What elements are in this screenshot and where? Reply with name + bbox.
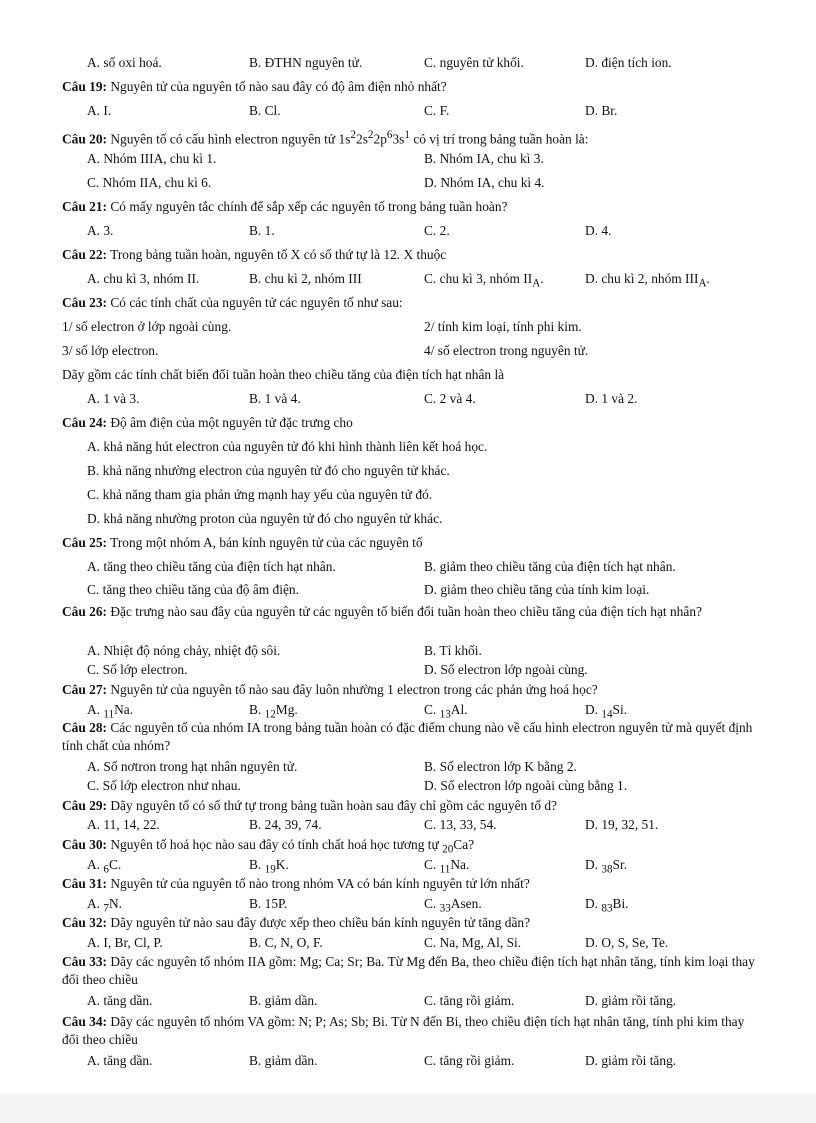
config-part: 3s [392,131,405,147]
question-18-options [0,53,816,73]
question-19 [0,77,816,97]
option-b: B. 24, 39, 74. [249,817,322,832]
question-26 [62,603,757,621]
question-34-options [0,1051,816,1071]
option-letter: D. [585,857,602,872]
question-stem [62,125,588,149]
question-25 [0,533,816,553]
property-3: 3/ số lớp electron. [62,343,159,358]
question-number: Câu 21: [62,199,108,214]
question-text: Dãy các nguyên tố nhóm IIA gồm: Mg; Ca; Sr; Ba. Từ Mg đến Ba, theo chiều điện tích hạt nhân tăng, tính kim loại thay đổi theo chiều [62,954,755,987]
question-29-options [0,815,816,835]
option-c [424,269,544,294]
option-d: D. 4. [585,223,612,238]
question-24-option-d [0,509,816,529]
option-d: D. khả năng nhường proton của nguyên tử đó cho nguyên tử khác. [87,511,443,526]
question-number: Câu 34: [62,1014,108,1029]
element-symbol: Asen. [450,896,482,911]
option-b: B. giảm dần. [249,993,318,1008]
question-number: Câu 20: [62,131,108,147]
question-31 [0,874,816,894]
question-number: Câu 19: [62,79,108,94]
atomic-number: 11 [103,708,115,721]
question-number: Câu 25: [62,535,108,550]
option-a: A. chu kì 3, nhóm II. [87,271,200,286]
question-text: Có mấy nguyên tắc chính để sắp xếp các nguyên tố trong bảng tuần hoàn? [107,199,508,214]
question-28-options-row2 [0,776,816,796]
option-letter: C. [424,857,440,872]
option-d: D. Số electron lớp ngoài cùng. [424,662,588,677]
option-a: A. tăng dần. [87,1053,153,1068]
question-34 [62,1013,757,1049]
atomic-number: 7 [103,902,109,915]
atomic-number: 12 [264,708,276,721]
question-19-options [0,101,816,121]
atomic-number: 33 [439,902,451,915]
question-33-options [0,991,816,1011]
question-31-options [0,894,816,914]
question-stem [62,245,446,265]
subscript: A [698,277,707,290]
question-23-properties-row1 [0,317,816,337]
question-text: Nguyên tử của nguyên tố nào sau đây có độ âm điện nhỏ nhất? [107,79,447,94]
option-d: D. điện tích ion. [585,55,672,70]
question-stem [62,413,353,433]
option-c: C. Nhóm IIA, chu kì 6. [87,175,212,190]
option-a: A. Số nơtron trong hạt nhân nguyên tử. [87,759,298,774]
option-letter: C. [424,896,440,911]
question-21-options [0,221,816,241]
question-28-options-row1 [0,757,816,777]
question-number: Câu 32: [62,915,108,930]
option-c: C. Na, Mg, Al, Si. [424,935,522,950]
atomic-number: 19 [264,863,276,876]
option-letter: A. [87,896,104,911]
question-stem [62,197,508,217]
option-a: A. 1 và 3. [87,391,140,406]
option-a: A. tăng dần. [87,993,153,1008]
option-c: C. 2 và 4. [424,391,476,406]
option-c: C. tăng rồi giảm. [424,1053,515,1068]
question-stem [62,874,530,894]
option-b: B. 1. [249,223,275,238]
option-a: A. Nhiệt độ nóng chảy, nhiệt độ sôi. [87,643,281,658]
option-b: B. 1 và 4. [249,391,301,406]
question-26-options-row2 [0,660,816,680]
option-text: C. chu kì 3, nhóm II [424,271,533,286]
question-text: Dãy nguyên tử nào sau đây được xếp theo chiều bán kính nguyên tử tăng dần? [107,915,531,930]
question-stem [62,293,403,313]
question-stem [62,913,530,933]
atomic-number: 6 [103,863,109,876]
question-stem [62,77,447,97]
subscript: A [532,277,541,290]
option-text: D. chu kì 2, nhóm III [585,271,699,286]
question-25-options-row1 [0,557,816,577]
option-a: A. khả năng hút electron của nguyên tử đó khi hình thành liên kết hoá học. [87,439,488,454]
option-d: D. giảm rồi tăng. [585,993,677,1008]
option-letter: B. [249,702,265,717]
question-28 [62,719,757,755]
option-b: B. Tỉ khối. [424,643,482,658]
question-26-options-row1 [0,641,816,661]
question-number: Câu 26: [62,604,108,619]
option-c: C. Số lớp electron. [87,662,188,677]
question-number: Câu 23: [62,295,108,310]
option-text-end: . [540,271,544,286]
question-32 [0,913,816,933]
element-symbol: Na. [114,702,134,717]
question-20-options-row1 [0,149,816,169]
question-text: Trong bảng tuần hoàn, nguyên tố X có số thứ tự là 12. X thuộc [107,247,447,262]
question-number: Câu 29: [62,798,108,813]
option-c: C. 13, 33, 54. [424,817,497,832]
question-27-options [0,700,816,720]
option-a: A. tăng theo chiều tăng của điện tích hạt nhân. [87,559,336,574]
question-number: Câu 22: [62,247,108,262]
question-24-option-c [0,485,816,505]
option-letter: A. [87,702,104,717]
question-text: Nguyên tố có cấu hình electron nguyên tử 1s [107,131,351,147]
option-b: B. C, N, O, F. [249,935,323,950]
question-stem [62,680,598,700]
superscript: 1 [404,129,410,141]
question-23 [0,293,816,313]
question-number: Câu 31: [62,876,108,891]
atomic-number: 20 [442,843,454,856]
option-a: A. Nhóm IIIA, chu kì 1. [87,151,217,166]
question-text: Đặc trưng nào sau đây của nguyên tử các nguyên tố biến đổi tuần hoàn theo chiều tăng của điện tích hạt nhân? [107,604,702,619]
question-text: Các nguyên tố của nhóm IA trong bảng tuần hoàn có đặc điểm chung nào về cấu hình electron nguyên tử mà quyết định tính chất của nhóm? [62,720,753,753]
question-24-option-a [0,437,816,457]
question-number: Câu 30: [62,837,108,852]
property-2: 2/ tính kim loại, tính phi kim. [424,319,582,334]
atomic-number: 14 [601,708,613,721]
element-symbol: Ca? [453,837,475,852]
option-b: B. khả năng nhường electron của nguyên tử đó cho nguyên tử khác. [87,463,450,478]
option-c: C. tăng rồi giảm. [424,993,515,1008]
config-part: 2s [356,131,368,147]
question-number: Câu 27: [62,682,108,697]
option-d: D. giảm theo chiều tăng của tính kim loại. [424,582,650,597]
option-letter: A. [87,857,104,872]
atomic-number: 11 [439,863,451,876]
option-d: D. 1 và 2. [585,391,638,406]
config-part: 2p [373,131,387,147]
question-number: Câu 28: [62,720,108,735]
question-30 [0,835,816,855]
question-number: Câu 24: [62,415,108,430]
option-c: C. Số lớp electron như nhau. [87,778,241,793]
question-29 [0,796,816,816]
question-sub-stem: Dãy gồm các tính chất biến đổi tuần hoàn theo chiều tăng của điện tích hạt nhân là [62,367,505,382]
atomic-number: 13 [439,708,451,721]
question-23-properties-row2 [0,341,816,361]
question-21 [0,197,816,217]
question-stem [62,796,557,816]
option-text-end: . [706,271,710,286]
question-20-options-row2 [0,173,816,193]
option-c: C. 2. [424,223,450,238]
option-d [585,269,710,294]
element-symbol: Si. [612,702,628,717]
element-symbol: K. [275,857,289,872]
question-25-options-row2 [0,580,816,600]
property-1: 1/ số electron ở lớp ngoài cùng. [62,319,232,334]
element-symbol: Al. [450,702,468,717]
option-letter: B. [249,857,265,872]
option-b: B. giảm dần. [249,1053,318,1068]
option-letter: C. [424,702,440,717]
option-d: D. giảm rồi tăng. [585,1053,677,1068]
question-23-stem [0,365,816,385]
option-a: A. 3. [87,223,114,238]
question-24-option-b [0,461,816,481]
question-number: Câu 33: [62,954,108,969]
element-symbol: C. [108,857,122,872]
option-d: D. 19, 32, 51. [585,817,659,832]
atomic-number: 83 [601,902,613,915]
question-32-options [0,933,816,953]
question-23-options [0,389,816,409]
question-33 [62,953,757,989]
element-symbol: N. [108,896,122,911]
question-stem [62,533,423,553]
option-b: B. Nhóm IA, chu kì 3. [424,151,544,166]
option-c: C. tăng theo chiều tăng của độ âm điện. [87,582,299,597]
atomic-number: 38 [601,863,613,876]
option-c: C. nguyên tử khối. [424,55,524,70]
question-text: Nguyên tử của nguyên tố nào trong nhóm VA có bán kính nguyên tử lớn nhất? [107,876,530,891]
question-text: có vị trí trong bảng tuần hoàn là: [409,131,589,147]
option-a: A. I, Br, Cl, P. [87,935,163,950]
superscript: 6 [386,129,393,141]
superscript: 2 [367,129,374,141]
superscript: 2 [350,129,356,141]
question-text: Có các tính chất của nguyên tử các nguyên tố như sau: [107,295,403,310]
question-22-options [0,269,816,289]
question-text: Nguyên tử của nguyên tố nào sau đây luôn nhường 1 electron trong các phản ứng hoá học? [107,682,598,697]
question-text: Dãy nguyên tố có số thứ tự trong bảng tuần hoàn sau đây chỉ gồm các nguyên tố d? [107,798,557,813]
element-symbol: Bi. [612,896,629,911]
option-a: A. số oxi hoá. [87,55,162,70]
question-text: Trong một nhóm A, bán kính nguyên tử của các nguyên tố [107,535,423,550]
question-text: Dãy các nguyên tố nhóm VA gồm: N; P; As; Sb; Bi. Từ N đến Bi, theo chiều điện tích hạt nhân tăng, tính phi kim thay đổi theo chiều [62,1014,745,1047]
option-d: D. Số electron lớp ngoài cùng bằng 1. [424,778,628,793]
question-22 [0,245,816,265]
question-24 [0,413,816,433]
question-text: Nguyên tố hoá học nào sau đây có tính chất hoá học tương tự [107,837,443,852]
option-c: C. khả năng tham gia phản ứng mạnh hay yếu của nguyên tử đó. [87,487,433,502]
option-letter: D. [585,702,602,717]
option-d: D. Nhóm IA, chu kì 4. [424,175,545,190]
question-30-options [0,855,816,875]
option-b: B. chu kì 2, nhóm III [249,271,362,286]
element-symbol: Na. [450,857,470,872]
question-20 [0,125,816,145]
question-text: Độ âm điện của một nguyên tử đặc trưng cho [107,415,353,430]
option-d: D. O, S, Se, Te. [585,935,669,950]
option-b: B. 15P. [249,896,288,911]
option-b: B. ĐTHN nguyên tử. [249,55,363,70]
page-bottom-strip [0,1093,816,1123]
option-a: A. 11, 14, 22. [87,817,160,832]
element-symbol: Sr. [612,857,628,872]
option-b: B. Số electron lớp K bằng 2. [424,759,577,774]
option-b: B. Cl. [249,103,281,118]
option-d: D. Br. [585,103,618,118]
option-a: A. I. [87,103,112,118]
property-4: 4/ số electron trong nguyên tử. [424,343,589,358]
option-b: B. giảm theo chiều tăng của điện tích hạt nhân. [424,559,676,574]
option-letter: D. [585,896,602,911]
option-c: C. F. [424,103,450,118]
question-27 [0,680,816,700]
element-symbol: Mg. [275,702,298,717]
